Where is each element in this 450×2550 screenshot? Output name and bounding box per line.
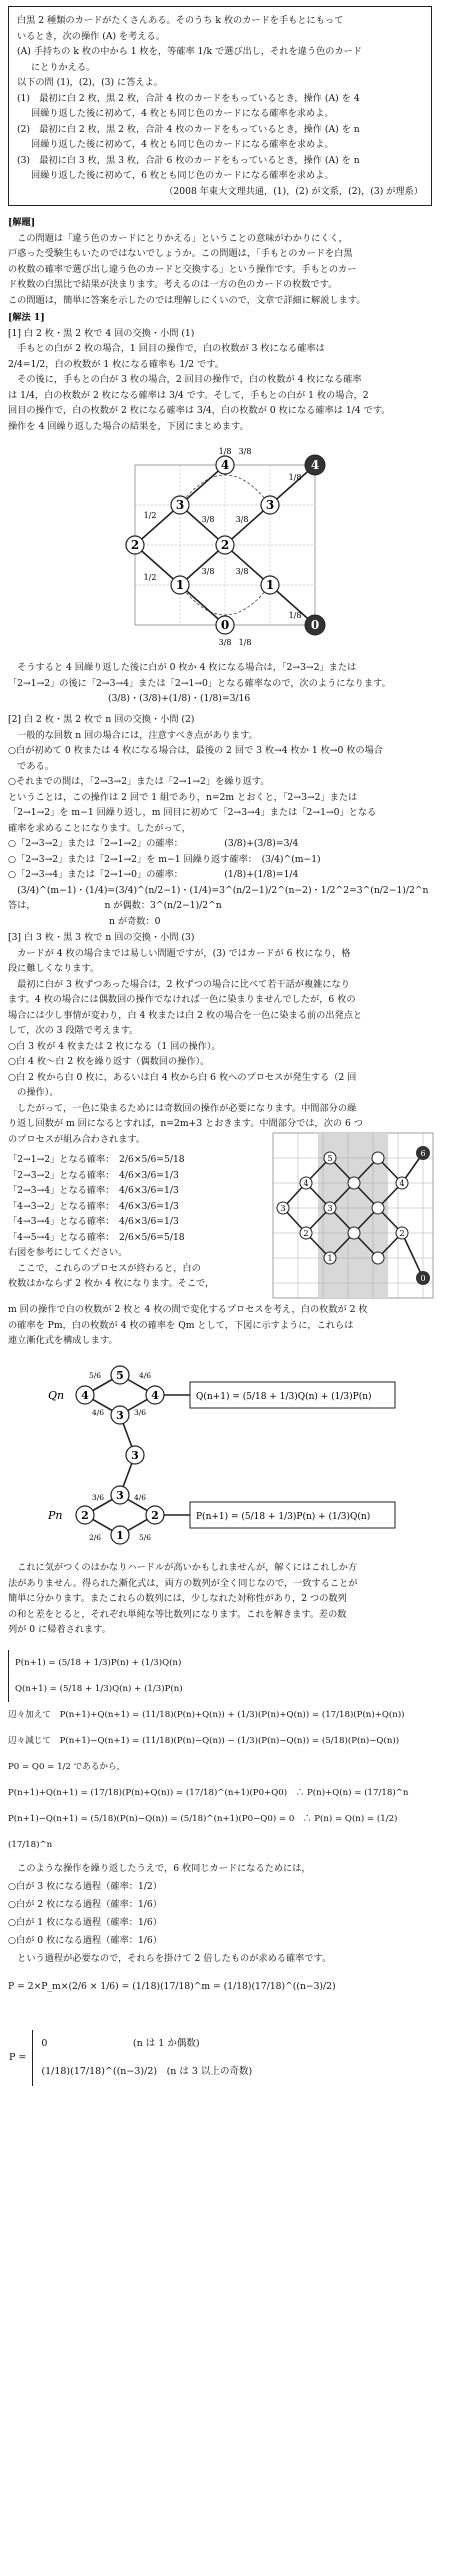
part2-line: ○「2→3→2」または「2→1→2」の確率： (3/8)+(3/8)=3/4 bbox=[8, 838, 299, 849]
part1-line: 手もとの白が 2 枚の場合，1 回目の操作で，白の枚数が 3 枚になる確率は bbox=[8, 343, 325, 354]
part2-line: である。 bbox=[8, 760, 54, 772]
part3-line: ○白 4 枚～白 2 枚を繰り返す（偶数回の操作）。 bbox=[8, 1056, 210, 1067]
final-line: ○白が 3 枚になる過程（確率：1/2） bbox=[8, 1881, 162, 1892]
svg-text:4/6: 4/6 bbox=[133, 1493, 147, 1502]
part3-more-line: 法がありません。得られた漸化式は，両方の数列が全く同じなので，一致することが bbox=[8, 1577, 358, 1589]
commentary-line: の枚数の確率で選び出し違う色のカードと交換する」という操作です。手もとのカー bbox=[8, 263, 357, 275]
part3-after-line: 枚数はかならず 2 枚か 4 枚になります。そこで， bbox=[8, 1278, 215, 1289]
process-list bbox=[8, 1152, 238, 1292]
bottom-fraction: 3/8 bbox=[218, 638, 232, 647]
final-line: このような操作を繰り返したうえで，6 枚同じカードになるためには， bbox=[8, 1863, 311, 1874]
part1-line: 2/4=1/2，白の枚数が 1 枚になる確率も 1/2 です。 bbox=[8, 358, 224, 370]
process-row: 「4→3→4」となる確率： 4/6×3/6=1/3 bbox=[8, 1216, 179, 1227]
part1-line: 回目の操作で，白の枚数が 2 枚になる確率は 3/4，白の枚数が 0 枚になる確率は 1/4 です。 bbox=[8, 405, 391, 416]
bottom-fraction: 1/8 bbox=[238, 638, 252, 647]
part3-line: り返し回数が m 回になるとすれば，n=2m+3 とおきます。中間部分では，次の 6 つ bbox=[8, 1118, 363, 1129]
tree-node-label: 3 bbox=[175, 498, 185, 512]
solution-heading: [解法 1] bbox=[8, 312, 45, 323]
part3-after-line: 連立漸化式を構成します。 bbox=[8, 1335, 118, 1346]
svg-text:0: 0 bbox=[220, 618, 230, 632]
part2-line: ということは，この操作は 2 回で 1 組であり，n=2m とおくと，「2→3→2」または bbox=[8, 791, 358, 803]
solution-part3 bbox=[8, 930, 436, 1147]
problem-line: にとりかえる。 bbox=[31, 61, 96, 73]
part3-line: して，次の 3 段階で考えます。 bbox=[8, 1025, 139, 1036]
part3-line: のプロセスが組み合わされます。 bbox=[8, 1133, 146, 1145]
q-recurrence: Q(n+1) = (5/18 + 1/3)Q(n) + (1/3)P(n) bbox=[196, 1392, 372, 1402]
edge-label: 1/2 bbox=[143, 573, 157, 582]
svg-text:4: 4 bbox=[399, 1179, 405, 1188]
problem-line: 回繰り返した後に初めて，4 枚とも同じ色のカードになる確率を求めよ。 bbox=[31, 108, 334, 119]
part3-title: [3] 白 3 枚・黒 3 枚で n 回の交換・小問 (3) bbox=[8, 932, 195, 943]
problem-line: 回繰り返した後に初めて，6 枚とも同じ色のカードになる確率を求めよ。 bbox=[31, 170, 334, 181]
svg-text:2: 2 bbox=[81, 1509, 89, 1522]
answer-label: P = bbox=[9, 2052, 27, 2063]
svg-text:5: 5 bbox=[327, 1154, 333, 1163]
tree-diagram-6cards bbox=[268, 1128, 438, 1303]
problem-line: 回繰り返した後に初めて，4 枚とも同じ色のカードになる確率を求めよ。 bbox=[31, 139, 334, 150]
svg-text:5/6: 5/6 bbox=[138, 1533, 152, 1542]
svg-text:3: 3 bbox=[280, 1204, 286, 1213]
problem-line: (1) 最初に白 2 枚，黒 2 枚，合計 4 枚のカードをもっているとき，操作 (A) を 4 bbox=[17, 92, 360, 104]
part1-line: は 1/4，白の枚数が 2 枚になる確率は 3/4 です。そして，手もとの白が 1 枚の場合，2 bbox=[8, 389, 369, 401]
final-line: という過程が必要なので，それらを掛けて 2 倍したものが求める確率です。 bbox=[8, 1953, 332, 1964]
part2-title: [2] 白 2 枚・黒 2 枚で n 回の交換・小問 (2) bbox=[8, 714, 195, 725]
part3-line: ます。4 枚の場合には偶数回の操作でなければ一色に染まりませんでしたが，6 枚の bbox=[8, 994, 356, 1005]
part3-after-line: ここで，これらのプロセスが終わると，白の bbox=[8, 1262, 201, 1274]
system-line: 辺々減じて P(n+1)−Q(n+1) = (11/18)(P(n)−Q(n)) − (1/3)(P(n)−Q(n)) = (5/18)(P(n)−Q(n)) bbox=[8, 1736, 400, 1746]
svg-text:1: 1 bbox=[327, 1254, 333, 1263]
part1-title: [1] 白 2 枚・黒 2 枚で 4 回の交換・小問 (1) bbox=[8, 327, 195, 339]
edge-label: 1/8 bbox=[288, 611, 302, 620]
svg-text:2: 2 bbox=[303, 1229, 309, 1238]
process-row: 「2→3→2」となる確率： 4/6×3/6=1/3 bbox=[8, 1169, 179, 1181]
part3-line: したがって，一色に染まるためには奇数回の操作が必要になります。中間部分の繰 bbox=[8, 1102, 357, 1114]
edge-label: 3/8 bbox=[235, 515, 249, 524]
tree-node-label: 3 bbox=[265, 498, 275, 512]
problem-box bbox=[8, 6, 432, 206]
part1-after-line: そうすると 4 回繰り返した後に白が 0 枚か 4 枚になる場合は，「2→3→2」または bbox=[8, 662, 357, 673]
q-label: Qn bbox=[48, 1389, 65, 1402]
tree-node-label: 1 bbox=[265, 578, 275, 592]
commentary-heading: [解題] bbox=[8, 217, 36, 228]
edge-label: 3/8 bbox=[235, 567, 249, 576]
part3-line: カードが 4 枚の場合までは易しい問題ですが，(3) ではカードが 6 枚になり，格 bbox=[8, 947, 351, 959]
final-line: ○白が 2 枚になる過程（確率：1/6） bbox=[8, 1899, 162, 1910]
svg-text:3/6: 3/6 bbox=[133, 1408, 147, 1417]
part3-more-line: 列が 0 に帰着されます。 bbox=[8, 1624, 111, 1635]
svg-text:4: 4 bbox=[81, 1389, 89, 1402]
process-row: 「2→3→4」となる確率： 4/6×3/6=1/3 bbox=[8, 1185, 179, 1196]
commentary-line: 戸惑った受験生もいたのではないでしょうか。この問題は，「手もとのカードを白黒 bbox=[8, 248, 353, 259]
part2-line: (3/4)^(m−1)・(1/4)=(3/4)^(n/2−1)・(1/4)=3^(n/2−1)/2^(n−2)・1/2^2=3^(n/2−1)/2^n bbox=[8, 884, 429, 896]
tree-node-label: 4 bbox=[310, 458, 320, 472]
top-fraction: 3/8 bbox=[238, 447, 252, 456]
answer-case: (1/18)(17/18)^((n−3)/2) (n は 3 以上の奇数) bbox=[33, 2058, 253, 2086]
part2-line: ○白が初めて 0 枚または 4 枚になる場合は，最後の 2 回で 3 枚→4 枚か 1 枚→0 枚の場合 bbox=[8, 745, 383, 756]
tree-node-label: 2 bbox=[220, 538, 230, 552]
svg-text:3/6: 3/6 bbox=[91, 1493, 105, 1502]
process-row: 「4→5→4」となる確率： 2/6×5/6=5/18 bbox=[8, 1231, 185, 1243]
svg-text:4/6: 4/6 bbox=[138, 1371, 152, 1380]
part2-line: ○「2→3→2」または「2→1→2」を m−1 回繰り返す確率： (3/4)^(m−1) bbox=[8, 853, 321, 865]
commentary-section bbox=[8, 215, 436, 308]
final-formula: P = 2×P_m×(2/6 × 1/6) = (1/18)(17/18)^m = (1/18)(17/18)^((n−3)/2) bbox=[8, 1981, 336, 1992]
part2-line: ○「2→3→4」または「2→1→0」の確率： (1/8)+(1/8)=1/4 bbox=[8, 869, 299, 880]
part3-more-line: これに気がつくのはかなりハードルが高いかもしれませんが，解くにはこれしか方 bbox=[8, 1562, 358, 1573]
system-line: P0 = Q0 = 1/2 であるから， bbox=[8, 1762, 126, 1772]
system-line: P(n+1)+Q(n+1) = (17/18)(P(n)+Q(n)) = (17/18)^(n+1)(P0+Q0) ∴ P(n)+Q(n) = (17/18)^n bbox=[8, 1788, 409, 1798]
part3-line: 最初に白が 3 枚ずつあった場合は，2 枚ずつの場合に比べて若干話が複雑になり bbox=[8, 978, 350, 990]
commentary-line: ド枚数の白黒比で結果が決まります。考えるのは一方の色のカードの枚数です。 bbox=[8, 279, 338, 290]
part3-after-line: の確率を Pm，白の枚数が 4 枚の確率を Qm として，下図に示すように，これらは bbox=[8, 1319, 354, 1331]
part3-line: の操作）。 bbox=[8, 1087, 59, 1098]
part3-line: 場合には少し事情が変わり，白 4 枚または白 2 枚の場合を一色に染まる前の出発点と bbox=[8, 1009, 363, 1021]
process-row: 「2→1→2」となる確率： 2/6×5/6=5/18 bbox=[8, 1154, 185, 1165]
part2-answer: n が奇数：0 bbox=[8, 915, 161, 927]
answer-table bbox=[8, 2030, 253, 2086]
part2-line: ○それまでの間は，「2→3→2」または「2→1→2」を繰り返す。 bbox=[8, 776, 270, 787]
system-line: P(n+1) = (5/18 + 1/3)P(n) + (1/3)Q(n) bbox=[8, 1650, 436, 1676]
system-line: P(n+1)−Q(n+1) = (5/18)(P(n)−Q(n)) = (5/18)^(n+1)(P0−Q0) = 0 ∴ P(n) = Q(n) = (1/2)(17/18)^n bbox=[8, 1814, 398, 1850]
solution-part1 bbox=[8, 310, 436, 434]
process-row: 「4→3→2」となる確率： 4/6×3/6=1/3 bbox=[8, 1200, 179, 1212]
part3-after-line: m 回の操作で白の枚数が 2 枚と 4 枚の間で変化するプロセスを考え，白の枚数が 2 枚 bbox=[8, 1304, 368, 1315]
part3-after bbox=[8, 1302, 436, 1349]
svg-text:2: 2 bbox=[399, 1229, 405, 1238]
svg-text:1: 1 bbox=[116, 1529, 124, 1542]
part3-more-line: の和と差をとると，それぞれ単純な等比数列になります。これを解きます。差の数 bbox=[8, 1608, 347, 1620]
edge-label: 3/8 bbox=[201, 515, 215, 524]
problem-line: 白黒 2 種類のカードがたくさんある。そのうち k 枚のカードを手もとにもって bbox=[17, 15, 344, 26]
svg-text:3: 3 bbox=[327, 1204, 333, 1213]
tree-diagram-4cards bbox=[80, 440, 380, 650]
part3-more bbox=[8, 1560, 436, 1638]
commentary-line: この問題は「違う色のカードにとりかえる」ということの意味がわかりにくく， bbox=[8, 232, 348, 244]
final-line: ○白が 0 枚になる過程（確率：1/6） bbox=[8, 1935, 162, 1946]
tree-node bbox=[348, 1227, 360, 1239]
svg-text:4: 4 bbox=[151, 1389, 159, 1402]
svg-text:4: 4 bbox=[303, 1179, 309, 1188]
svg-text:4: 4 bbox=[220, 458, 230, 472]
problem-line: 以下の問 (1)，(2)，(3) に答えよ。 bbox=[17, 77, 163, 88]
part1-line: その後に，手もとの白が 3 枚の場合，2 回目の操作で，白の枚数が 4 枚になる確率 bbox=[8, 374, 362, 385]
tree-node-label: 2 bbox=[130, 538, 140, 552]
svg-text:0: 0 bbox=[420, 1274, 426, 1283]
p-recurrence: P(n+1) = (5/18 + 1/3)P(n) + (1/3)Q(n) bbox=[196, 1512, 371, 1522]
part2-line: 一般的な回数 n 回の場合には，注意すべき点があります。 bbox=[8, 729, 258, 741]
edge-label: 1/8 bbox=[288, 473, 302, 482]
final-line: ○白が 1 枚になる過程（確率：1/6） bbox=[8, 1917, 162, 1928]
part1-line: 操作を 4 回繰り返した場合の結果を，下図にまとめます。 bbox=[8, 420, 249, 432]
part2-line: 「2→1→2」を m−1 回繰り返し，m 回目に初めて「2→3→4」または「2→1→0」となる bbox=[8, 807, 377, 818]
answer-case: 0 (n は 1 か偶数) bbox=[33, 2030, 253, 2058]
tree-node bbox=[372, 1252, 384, 1264]
part2-answer: 答は， n が偶数：3^(n/2−1)/2^n bbox=[8, 900, 222, 911]
problem-line: いるとき，次の操作 (A) を考える。 bbox=[17, 30, 165, 42]
tree-node bbox=[372, 1202, 384, 1214]
svg-text:4/6: 4/6 bbox=[91, 1408, 105, 1417]
svg-text:6: 6 bbox=[420, 1149, 426, 1158]
svg-text:3: 3 bbox=[116, 1489, 124, 1502]
tree-node-label: 0 bbox=[310, 618, 320, 632]
tree-node bbox=[348, 1177, 360, 1189]
edge-label: 1/2 bbox=[143, 511, 157, 520]
system-line: 辺々加えて P(n+1)+Q(n+1) = (11/18)(P(n)+Q(n)) + (1/3)(P(n)+Q(n)) = (17/18)(P(n)+Q(n)) bbox=[8, 1710, 405, 1720]
svg-text:2: 2 bbox=[151, 1509, 159, 1522]
svg-text:2/6: 2/6 bbox=[88, 1533, 102, 1542]
part3-line: ○白 2 枚から白 0 枚に，あるいは白 4 枚から白 6 枚へのプロセスが発生する（2 回 bbox=[8, 1071, 357, 1083]
edge-label: 3/8 bbox=[201, 567, 215, 576]
top-fraction: 1/8 bbox=[218, 447, 232, 456]
p-label: Pn bbox=[48, 1509, 63, 1522]
problem-line: (2) 最初に白 2 枚，黒 2 枚，合計 4 枚のカードをもっているとき，操作 (A) を n bbox=[17, 123, 360, 135]
problem-source: （2008 年東大文理共通，(1)，(2) が文系，(2)，(3) が理系） bbox=[164, 185, 423, 197]
system-solution bbox=[8, 1650, 436, 1858]
part2-line: 確率を求めることになります。したがって， bbox=[8, 822, 191, 834]
part1-after bbox=[8, 660, 436, 707]
answer-section bbox=[8, 2030, 436, 2086]
problem-line: (3) 最初に白 3 枚，黒 3 枚，合計 6 枚のカードをもっているとき，操作 (A) を n bbox=[17, 154, 360, 166]
commentary-line: この問題は，簡単に答案を示したのでは理解しにくいので，文章で詳細に解説します。 bbox=[8, 294, 366, 306]
system-line: Q(n+1) = (5/18 + 1/3)Q(n) + (1/3)P(n) bbox=[8, 1676, 436, 1702]
svg-text:3: 3 bbox=[131, 1449, 139, 1462]
recurrence-diagram bbox=[40, 1360, 440, 1550]
final-section bbox=[8, 1860, 436, 1996]
part3-after-line: 右図を参考にしてください。 bbox=[8, 1247, 128, 1258]
svg-text:5/6: 5/6 bbox=[88, 1371, 102, 1380]
tree-node bbox=[372, 1152, 384, 1164]
part1-result: (3/8)・(3/8)+(1/8)・(1/8)=3/16 bbox=[108, 693, 251, 704]
part3-more-line: 簡単に分かります。またこれらの数列には，少しなれた対称性があり，2 つの数列 bbox=[8, 1593, 347, 1604]
part1-after-line: 「2→1→2」の後に「2→3→4」または「2→1→0」となる確率なので，次のようになります。 bbox=[8, 677, 391, 689]
tree-node-label: 1 bbox=[175, 578, 185, 592]
solution-part2 bbox=[8, 712, 436, 929]
part3-line: ○白 3 枚が 4 枚または 2 枚になる（1 回の操作）。 bbox=[8, 1040, 221, 1052]
svg-text:3: 3 bbox=[116, 1409, 124, 1422]
svg-text:5: 5 bbox=[116, 1369, 124, 1382]
part3-line: 段に難しくなります。 bbox=[8, 963, 100, 974]
problem-line: (A) 手持ちの k 枚の中から 1 枚を，等確率 1/k で選び出し，それを違う色のカード bbox=[17, 46, 362, 57]
